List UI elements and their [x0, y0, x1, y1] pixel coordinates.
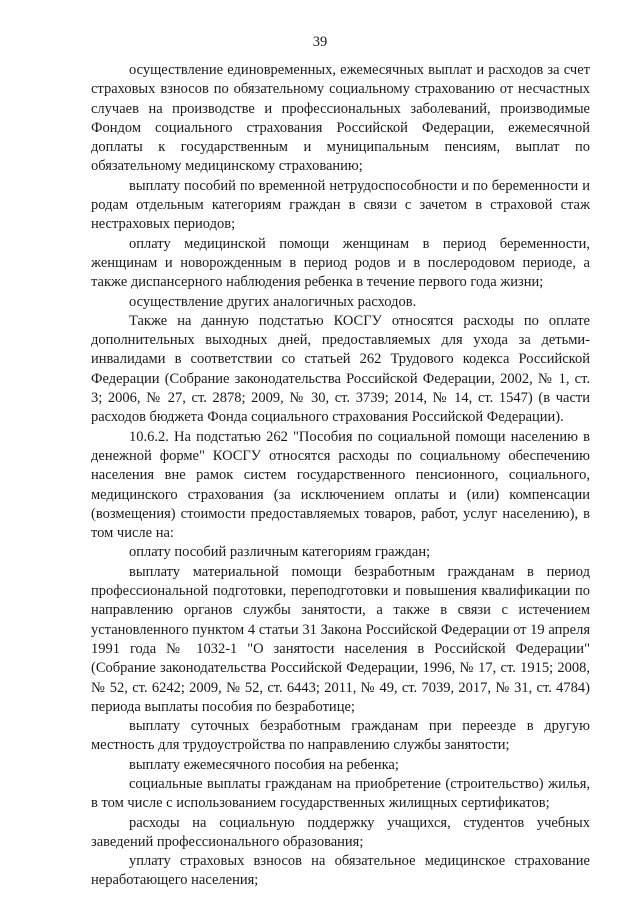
paragraph: уплату страховых взносов на обязательное медицинское страхование неработающего населения; [91, 853, 590, 889]
paragraph-section-10-6-2: 10.6.2. На подстатью 262 "Пособия по социальной помощи населению в денежной форме" КОСГУ относятся расходы по социальному обеспечению населения вне рамок систем государственного пенсионного, социального, медицинского страхования (за исключением оплаты и (или) компенсации (возмещения) стоимости предоставляемых товаров, работ, услуг населению), в том числе на: [91, 428, 590, 542]
paragraph: оплату медицинской помощи женщинам в период беременности, женщинам и новорожденным в период родов и в послеродовом периоде, а также диспансерного наблюдения ребенка в течение первого года жизни; [91, 235, 590, 291]
paragraph: Также на данную подстатью КОСГУ относятся расходы по оплате дополнительных выходных дней, предоставляемых для ухода за детьми-инвалидами в соответствии со статьей 262 Трудового кодекса Российской Федерации (Собрание законодательства Российской Федерации, 2002, № 1, ст. 3; 2006, № 27, ст. 2878; 2009, № 30, ст. 3739; 2014, № 14, ст. 1547) (в части расходов бюджета Фонда социального страхования Российской Федерации). [91, 312, 590, 426]
paragraph: социальные выплаты гражданам на приобретение (строительство) жилья, в том числе с использованием государственных жилищных сертификатов; [91, 775, 590, 812]
paragraph: выплату материальной помощи безработным гражданам в период профессиональной подготовки, переподготовки и повышения квалификации по направлению органов службы занятости, а также в связи с истечением установленного пунктом 4 статьи 31 Закона Российской Федерации от 19 апреля 1991 года № 1032-1 "О занятости населения в Российской Федерации" (Собрание законодательства Российской Федерации, 1996, № 17, ст. 1915; 2008, № 52, ст. 6242; 2009, № 52, ст. 6443; 2011, № 49, ст. 7039, 2017, № 31, ст. 4784) периода выплаты пособия по безработице; [91, 563, 590, 715]
paragraph: оплату пособий различным категориям граждан; [129, 544, 431, 561]
paragraph: осуществление единовременных, ежемесячных выплат и расходов за счет страховых взносов по обязательному социальному страхованию от несчастных случаев на производстве и профессиональных заболеваний, производимые Фондом социального страхования Российской Федерации, ежемесячной доплаты к государственным и муниципальным пенсиям, выплат по обязательному медицинскому страхованию; [91, 62, 590, 175]
paragraph: выплату ежемесячного пособия на ребенка; [129, 756, 399, 773]
paragraph: выплату пособий по временной нетрудоспособности и по беременности и родам отдельным категориям граждан в связи с зачетом в страховой стаж нестраховых периодов; [91, 177, 590, 233]
document-body [91, 61, 590, 891]
page-number: 39 [312, 34, 328, 50]
paragraph: расходы на социальную поддержку учащихся, студентов учебных заведений профессионального образования; [91, 814, 590, 850]
paragraph: выплату суточных безработным гражданам при переезде в другую местность для трудоустройства по направлению службы занятости; [91, 718, 590, 754]
paragraph: осуществление других аналогичных расходов. [129, 293, 417, 310]
